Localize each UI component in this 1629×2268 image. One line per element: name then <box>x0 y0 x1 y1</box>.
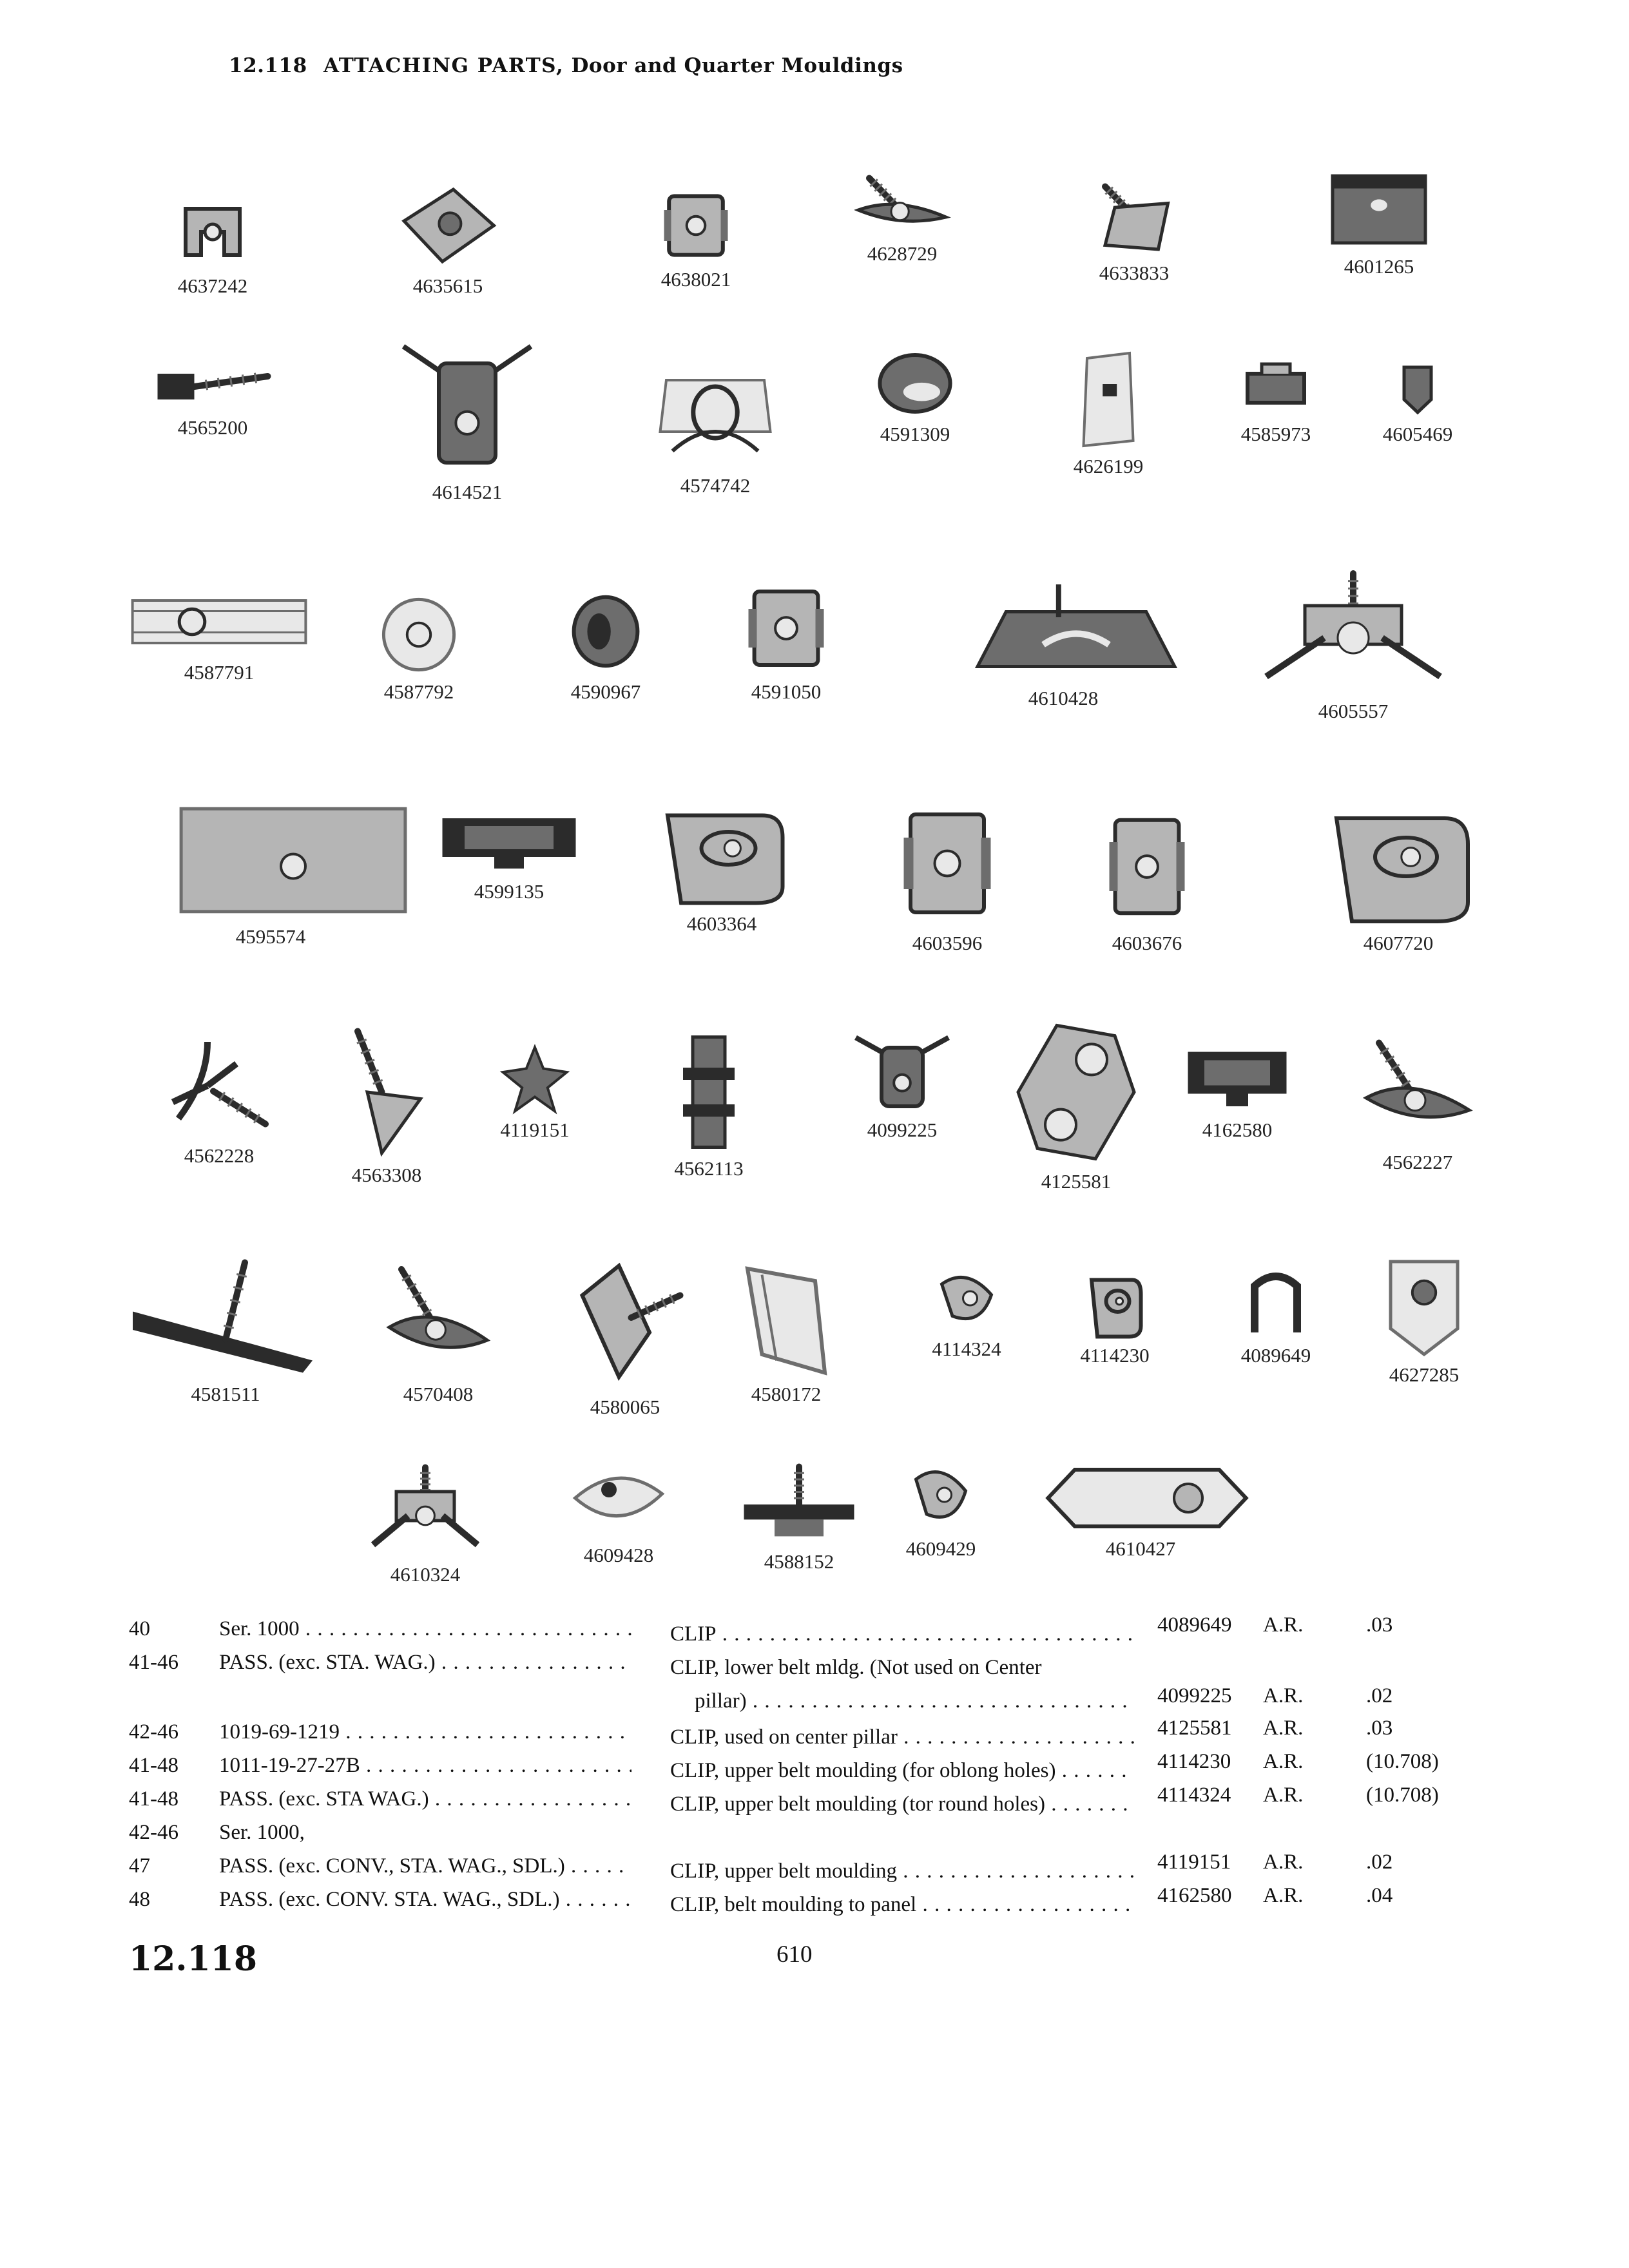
header-section-number: 12.118 <box>229 54 307 77</box>
row-description-text: CLIP, upper belt moulding (for oblong holes) <box>670 1759 1056 1782</box>
part-illustration <box>619 341 812 495</box>
part-number-label: 4099225 <box>867 1119 938 1141</box>
row-quantity: A.R. <box>1263 1613 1304 1637</box>
part-number-label: 4570408 <box>403 1383 474 1405</box>
row-model <box>219 1787 631 1811</box>
row-ref-number: 41-48 <box>129 1754 178 1777</box>
row-description-line <box>670 1617 1134 1651</box>
row-description-text: CLIP, upper belt moulding (tor round holes) <box>670 1792 1046 1816</box>
part-number-label: 4610427 <box>1105 1537 1176 1560</box>
part-number-label: 4581511 <box>191 1383 260 1405</box>
part-number-label: 4591309 <box>880 423 950 445</box>
star-clip-icon <box>438 1044 631 1115</box>
part-number-label: 4562228 <box>184 1144 255 1167</box>
row-part-number: 4119151 <box>1157 1850 1231 1874</box>
part-number-label: 4603596 <box>912 932 983 954</box>
row-ref-number: 47 <box>129 1854 150 1878</box>
part-number-label: 4114230 <box>1080 1344 1150 1367</box>
part-number-label: 4633833 <box>1099 262 1170 284</box>
row-model-text: Ser. 1000, <box>219 1821 305 1844</box>
part-number-label: 4610324 <box>390 1563 461 1586</box>
part-illustration <box>412 799 606 901</box>
row-description-text: CLIP, upper belt moulding <box>670 1860 897 1883</box>
row-price: .03 <box>1366 1613 1393 1637</box>
part-illustration <box>844 1456 1037 1559</box>
header-title-rest: Door and Quarter Mouldings <box>571 54 903 77</box>
tall-clip-icon <box>612 1031 805 1153</box>
part-illustration <box>351 180 545 296</box>
row-part-number: 4089649 <box>1157 1613 1232 1637</box>
part-number-label: 4590967 <box>570 680 641 703</box>
part-illustration <box>1050 805 1244 953</box>
row-ref-number: 40 <box>129 1617 150 1640</box>
part-number-label: 4114324 <box>932 1338 1001 1360</box>
row-description-text: pillar) <box>695 1689 747 1713</box>
table-row <box>129 1783 1439 1821</box>
row-description-line <box>670 1754 1134 1787</box>
loop-clip-icon <box>625 799 818 908</box>
part-number-label: 4580065 <box>590 1396 660 1418</box>
part-number-label: 4609428 <box>583 1544 654 1566</box>
part-illustration <box>122 586 316 682</box>
clip-u-icon <box>116 193 309 271</box>
row-part-number: 4162580 <box>1157 1884 1232 1907</box>
page-header <box>229 54 903 77</box>
part-illustration <box>1044 1463 1237 1559</box>
wing-bolt-icon <box>342 1250 535 1379</box>
page-number: 610 <box>776 1941 813 1968</box>
row-model-text: PASS. (exc. CONV., STA. WAG., SDL.) <box>219 1854 565 1878</box>
part-number-label: 4627285 <box>1389 1363 1460 1386</box>
leaf-clip-icon <box>522 1456 715 1540</box>
tee-wings-icon <box>1257 567 1450 696</box>
long-bar-icon <box>129 1256 322 1379</box>
row-description <box>670 1651 1134 1718</box>
row-ref-number: 48 <box>129 1888 150 1911</box>
part-illustration <box>1327 1256 1521 1385</box>
part-number-label: 4637242 <box>177 274 248 297</box>
row-description <box>670 1854 1134 1888</box>
plate-flat-icon <box>1012 348 1205 451</box>
row-price: .03 <box>1366 1716 1393 1740</box>
clip-box-icon <box>851 799 1044 928</box>
trapezoid-icon <box>967 573 1160 683</box>
row-description <box>670 1787 1134 1821</box>
part-illustration <box>371 335 564 502</box>
row-model <box>219 1821 631 1845</box>
row-price: (10.708) <box>1366 1750 1439 1773</box>
part-illustration <box>612 1031 805 1178</box>
row-model <box>219 1754 631 1778</box>
part-illustration <box>805 168 999 264</box>
disc-icon <box>322 593 516 677</box>
row-ref-number: 42-46 <box>129 1720 178 1744</box>
part-illustration <box>689 580 883 702</box>
row-model-text: PASS. (exc. CONV. STA. WAG., SDL.) <box>219 1888 560 1911</box>
part-illustration <box>625 799 818 934</box>
part-illustration <box>438 1044 631 1140</box>
table-row <box>129 1884 1418 1921</box>
part-number-label: 4591050 <box>751 680 822 703</box>
row-description-line <box>670 1854 1134 1888</box>
bent-plate-icon <box>689 1256 883 1379</box>
part-number-label: 4563308 <box>351 1164 422 1186</box>
row-description-line <box>670 1684 1134 1718</box>
part-number-label: 4603676 <box>1112 932 1182 954</box>
row-model-text: 1019-69-1219 <box>219 1720 340 1744</box>
row-model-text: PASS. (exc. STA. WAG.) <box>219 1651 436 1674</box>
table-row <box>129 1821 1418 1854</box>
row-description-text: CLIP, belt moulding to panel <box>670 1893 917 1916</box>
part-number-label: 4609429 <box>905 1537 976 1560</box>
row-part-number: 4125581 <box>1157 1716 1232 1740</box>
shield-icon <box>1327 1256 1521 1360</box>
part-illustration <box>116 193 309 296</box>
big-plate-icon <box>174 799 367 921</box>
part-number-label: 4610428 <box>1028 687 1099 709</box>
wire-clip-icon <box>619 341 812 470</box>
diamond-plate-icon <box>1044 1463 1237 1533</box>
row-ref-number: 42-46 <box>129 1821 178 1844</box>
tee-wings-icon <box>329 1463 522 1559</box>
part-number-label: 4626199 <box>1073 455 1144 477</box>
part-illustration <box>1282 168 1476 276</box>
row-description-line <box>670 1888 1134 1921</box>
part-number-label: 4605557 <box>1318 700 1389 722</box>
row-description-text: CLIP, lower belt mldg. (Not used on Center <box>670 1656 1042 1679</box>
part-illustration <box>1302 799 1495 953</box>
part-number-label: 4588152 <box>764 1550 834 1573</box>
clip-box-icon <box>599 187 793 264</box>
dome-icon <box>818 348 1012 419</box>
footer-section-number: 12.118 <box>129 1939 258 1979</box>
part-illustration <box>129 1256 322 1404</box>
row-part-number: 4114230 <box>1157 1750 1231 1773</box>
part-illustration <box>122 1031 316 1166</box>
part-illustration <box>1257 567 1450 721</box>
part-illustration <box>599 187 793 289</box>
row-description <box>670 1720 1134 1754</box>
row-ref-number: 41-48 <box>129 1787 178 1811</box>
clip-box-icon <box>1050 805 1244 928</box>
part-illustration <box>174 799 367 947</box>
part-number-label: 4119151 <box>500 1119 570 1141</box>
row-description-text: CLIP, used on center pillar <box>670 1725 898 1749</box>
row-price: .02 <box>1366 1850 1393 1874</box>
part-illustration <box>967 573 1160 708</box>
part-number-label: 4605469 <box>1382 423 1453 445</box>
row-quantity: A.R. <box>1263 1783 1304 1807</box>
row-model-text: PASS. (exc. STA WAG.) <box>219 1787 429 1811</box>
strip-plate-icon <box>1282 168 1476 251</box>
part-number-label: 4638021 <box>660 268 731 291</box>
part-number-label: 4585973 <box>1240 423 1311 445</box>
part-number-label: 4565200 <box>177 416 248 439</box>
table-row <box>129 1613 1418 1651</box>
row-price: .02 <box>1366 1684 1393 1707</box>
table-row <box>129 1750 1439 1787</box>
part-number-label: 4125581 <box>1041 1170 1112 1193</box>
parts-table <box>129 1613 1439 1921</box>
part-illustration <box>522 1456 715 1565</box>
wing-bolt-icon <box>805 168 999 238</box>
part-number-label: 4635615 <box>412 274 483 297</box>
row-part-number: 4114324 <box>1157 1783 1231 1807</box>
hook-clip-icon <box>844 1456 1037 1533</box>
part-illustration <box>322 593 516 702</box>
part-illustration <box>805 1031 999 1140</box>
part-illustration <box>342 1250 535 1404</box>
part-number-label: 4614521 <box>432 481 503 503</box>
part-number-label: 4574742 <box>680 474 751 497</box>
part-number-label: 4562113 <box>674 1157 744 1180</box>
row-model-text: Ser. 1000 <box>219 1617 300 1640</box>
table-row <box>129 1651 1418 1720</box>
header-title-caps: ATTACHING PARTS, <box>323 54 564 77</box>
part-number-label: 4595574 <box>235 925 306 948</box>
row-quantity: A.R. <box>1263 1684 1304 1707</box>
block-bolt-icon <box>116 361 309 412</box>
small-clip-icon <box>1321 354 1514 419</box>
row-description-line <box>670 1787 1134 1821</box>
channel-icon <box>1141 1031 1334 1115</box>
row-description <box>670 1888 1134 1921</box>
table-row <box>129 1850 1418 1888</box>
row-quantity: A.R. <box>1263 1750 1304 1773</box>
row-model <box>219 1720 631 1744</box>
row-model-text: 1011-19-27-27B <box>219 1754 360 1777</box>
row-description <box>670 1617 1134 1651</box>
part-number-label: 4599135 <box>474 880 545 903</box>
spring-clip-icon <box>371 335 564 477</box>
part-illustration <box>1321 354 1514 444</box>
cylinder-icon <box>509 586 702 677</box>
row-model <box>219 1854 631 1878</box>
part-number-label: 4601265 <box>1344 255 1414 278</box>
clip-box-icon <box>689 580 883 677</box>
tri-bolt-icon <box>122 1031 316 1140</box>
part-number-label: 4603364 <box>686 912 757 935</box>
row-part-number: 4099225 <box>1157 1684 1232 1707</box>
row-model <box>219 1888 631 1912</box>
row-model <box>219 1651 631 1675</box>
part-number-label: 4162580 <box>1202 1119 1273 1141</box>
part-illustration <box>851 799 1044 953</box>
part-illustration <box>509 586 702 702</box>
row-quantity: A.R. <box>1263 1716 1304 1740</box>
row-description-text: CLIP <box>670 1622 717 1646</box>
channel-icon <box>412 799 606 876</box>
part-illustration <box>116 361 309 437</box>
part-illustration <box>329 1463 522 1584</box>
part-illustration <box>818 348 1012 444</box>
part-number-label: 4628729 <box>867 242 938 265</box>
plate-square-icon <box>351 180 545 271</box>
row-ref-number: 41-46 <box>129 1651 178 1674</box>
plate-bolt-icon <box>1037 174 1231 258</box>
loop-clip-icon <box>1302 799 1495 928</box>
part-number-label: 4607720 <box>1363 932 1434 954</box>
part-illustration <box>1012 348 1205 476</box>
row-model <box>219 1617 631 1641</box>
row-description-line <box>670 1651 1134 1684</box>
part-number-label: 4562227 <box>1382 1151 1453 1173</box>
part-illustration <box>1321 1024 1514 1172</box>
row-description-line <box>670 1720 1134 1754</box>
row-price: (10.708) <box>1366 1783 1439 1807</box>
row-quantity: A.R. <box>1263 1850 1304 1874</box>
part-number-label: 4580172 <box>751 1383 822 1405</box>
part-illustration <box>689 1256 883 1404</box>
table-row <box>129 1716 1418 1754</box>
part-number-label: 4587791 <box>184 661 255 684</box>
part-illustration <box>1141 1031 1334 1140</box>
row-description <box>670 1754 1134 1787</box>
part-number-label: 4089649 <box>1240 1344 1311 1367</box>
track-icon <box>122 586 316 657</box>
row-quantity: A.R. <box>1263 1884 1304 1907</box>
wing-bolt-icon <box>1321 1024 1514 1147</box>
part-number-label: 4587792 <box>383 680 454 703</box>
spring-clip-icon <box>805 1031 999 1115</box>
part-illustration <box>1037 174 1231 283</box>
row-price: .04 <box>1366 1884 1393 1907</box>
